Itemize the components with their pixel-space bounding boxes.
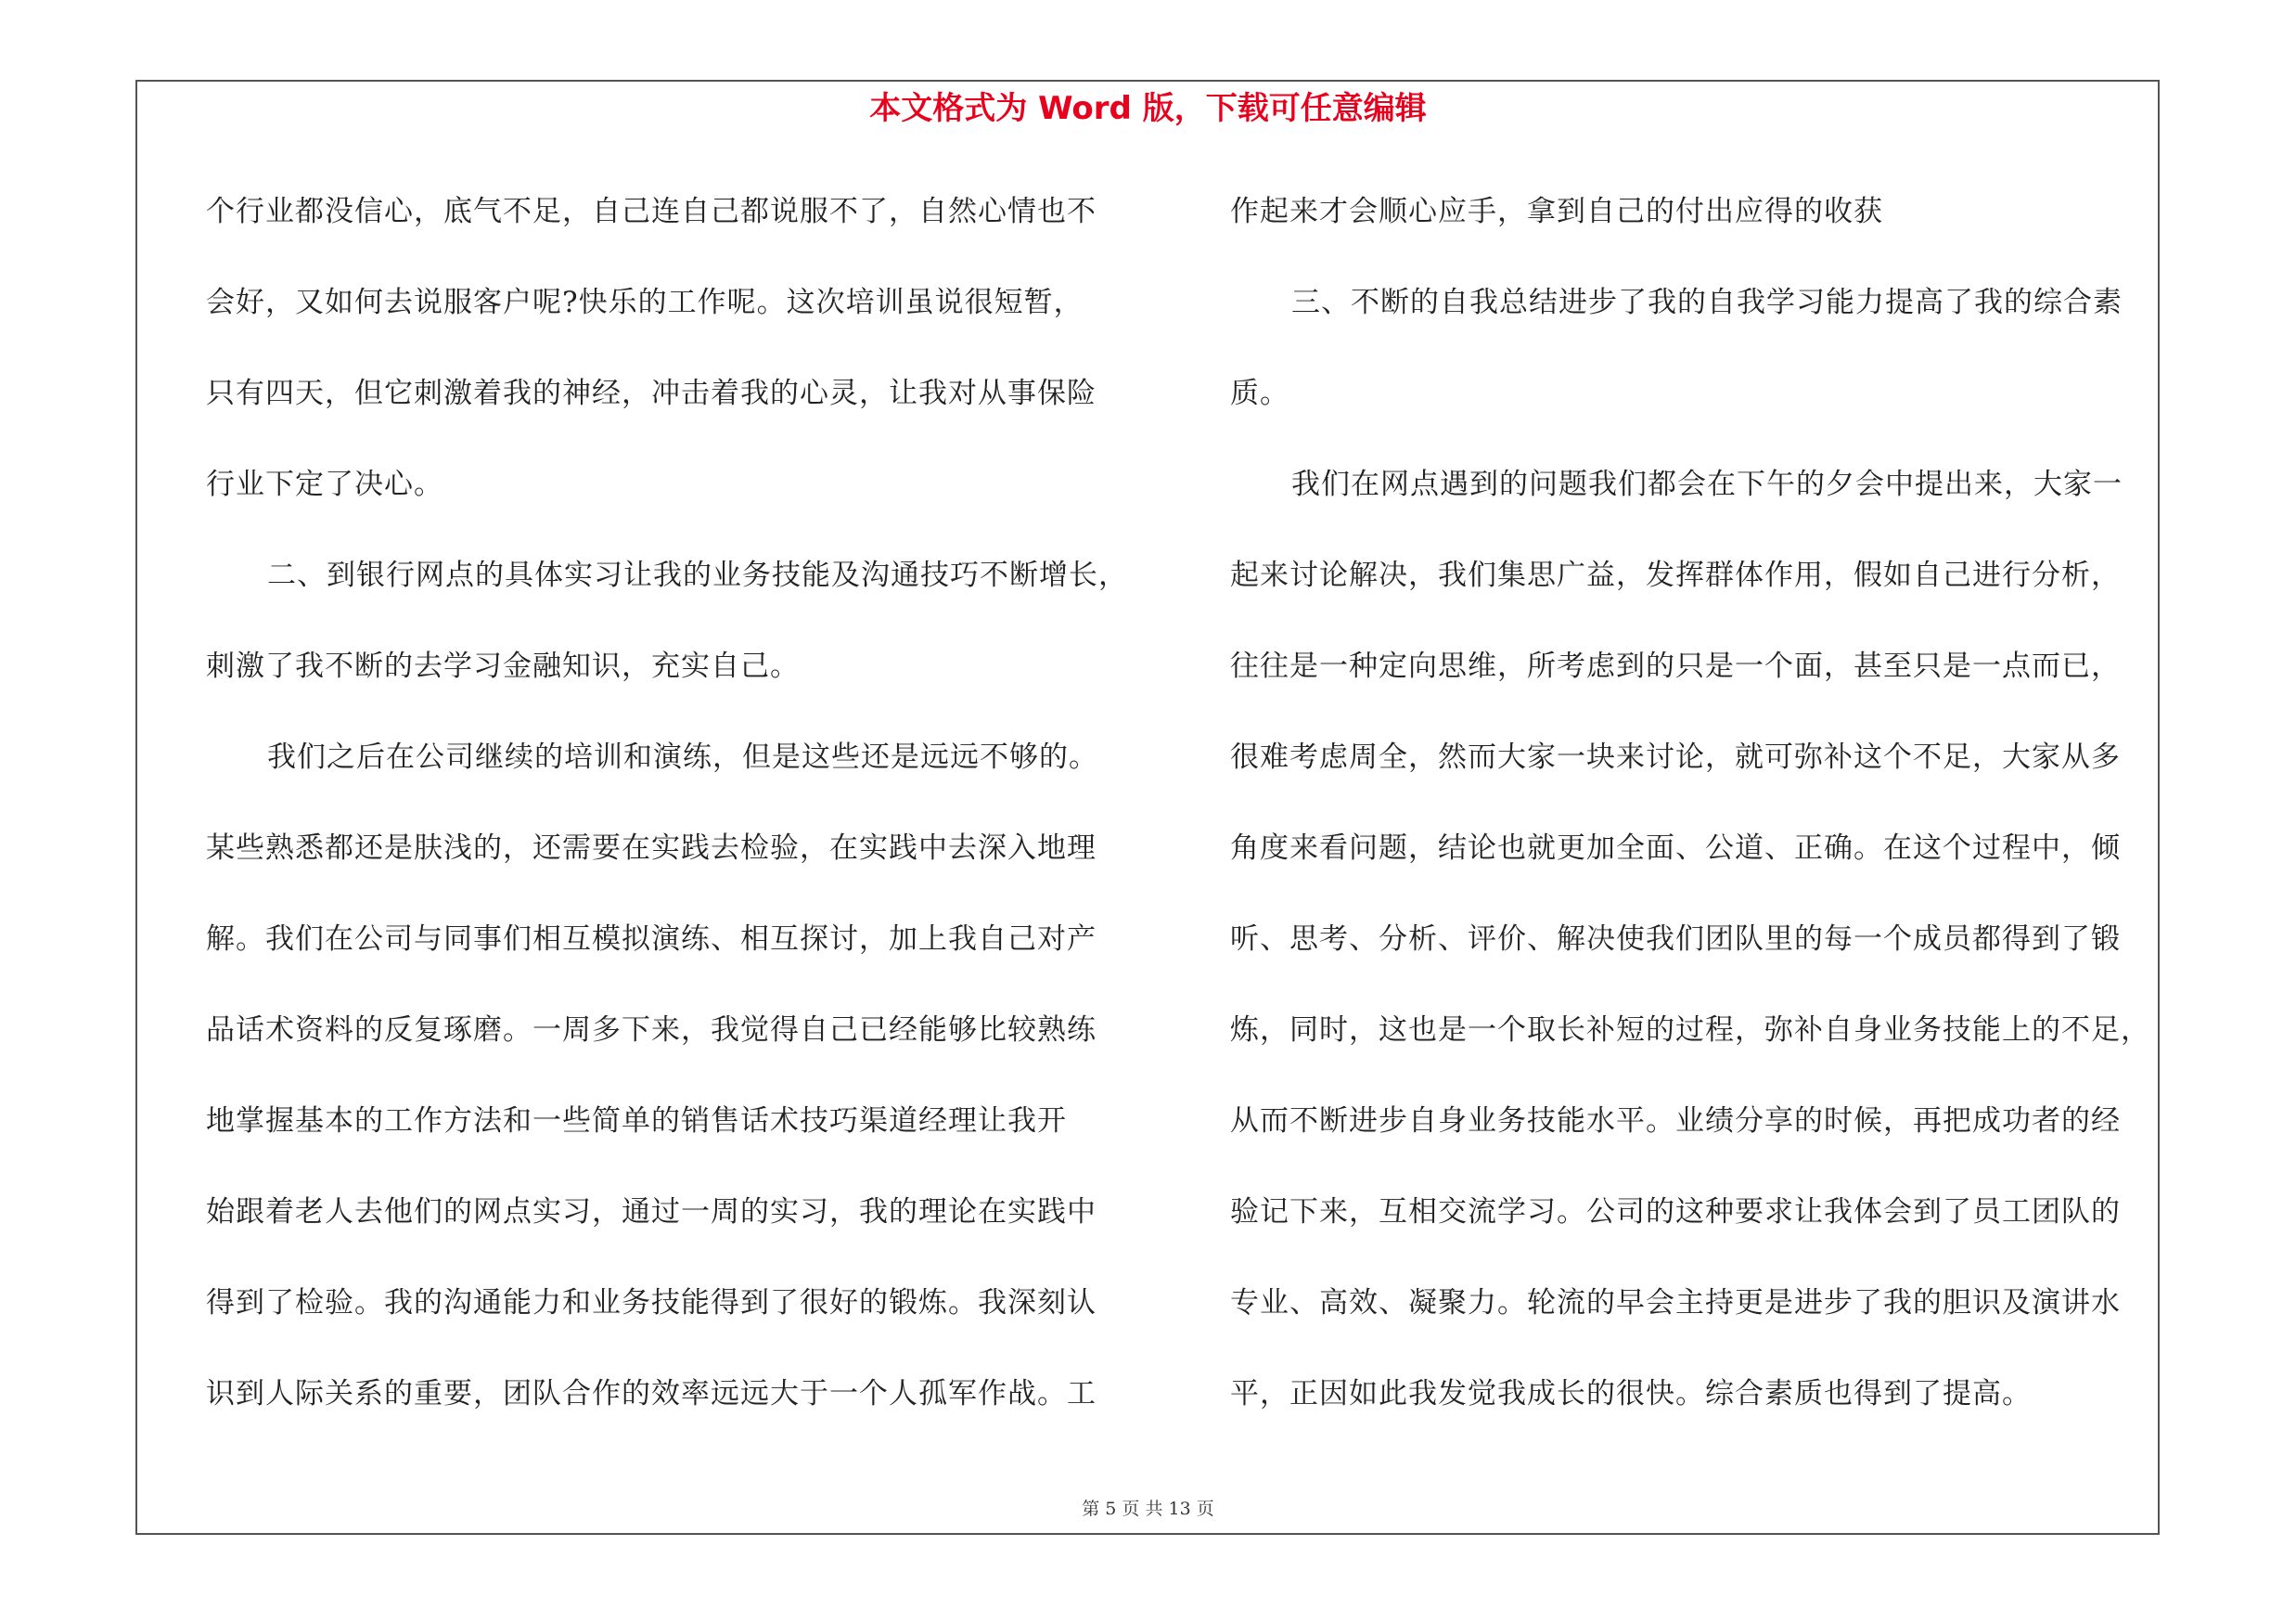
page-number-footer: 第 5 页 共 13 页 [1082,1499,1214,1519]
text-line: 角度来看问题，结论也就更加全面、公道、正确。在这个过程中，倾 [1230,831,2121,865]
text-line: 只有四天，但它刺激着我的神经，冲击着我的心灵，让我对从事保险 [206,377,1097,410]
text-line: 很难考虑周全，然而大家一块来讨论，就可弥补这个不足，大家从多 [1230,741,2121,774]
text-line: 个行业都没信心，底气不足，自己连自己都说服不了，自然心情也不 [206,195,1097,228]
text-line: 质。 [1230,377,1289,410]
right-text-column [1230,184,2163,1457]
text-line: 炼，同时，这也是一个取长补短的过程，弥补自身业务技能上的不足， [1230,1013,2150,1047]
text-line: 三、不断的自我总结进步了我的自我学习能力提高了我的综合素 [1291,286,2123,319]
text-line: 作起来才会顺心应手，拿到自己的付出应得的收获 [1230,195,1883,228]
text-line: 得到了检验。我的沟通能力和业务技能得到了很好的锻炼。我深刻认 [206,1286,1097,1320]
text-line: 往往是一种定向思维，所考虑到的只是一个面，甚至只是一点而已， [1230,650,2121,683]
text-line: 会好，又如何去说服客户呢?快乐的工作呢。这次培训虽说很短暂， [206,286,1084,319]
text-line: 解。我们在公司与同事们相互模拟演练、相互探讨，加上我自己对产 [206,922,1097,956]
text-line: 验记下来，互相交流学习。公司的这种要求让我体会到了员工团队的 [1230,1195,2121,1229]
text-line: 我们在网点遇到的问题我们都会在下午的夕会中提出来，大家一 [1291,468,2123,501]
text-line: 地掌握基本的工作方法和一些简单的销售话术技巧渠道经理让我开 [206,1104,1067,1138]
text-line: 某些熟悉都还是肤浅的，还需要在实践去检验，在实践中去深入地理 [206,831,1097,865]
text-line: 起来讨论解决，我们集思广益，发挥群体作用，假如自己进行分析， [1230,559,2121,592]
text-line: 我们之后在公司继续的培训和演练，但是这些还是远远不够的。 [267,741,1098,774]
text-line: 刺激了我不断的去学习金融知识，充实自己。 [206,650,800,683]
text-line: 平，正因如此我发觉我成长的很快。综合素质也得到了提高。 [1230,1377,2032,1410]
text-line: 行业下定了决心。 [206,468,443,501]
text-line: 始跟着老人去他们的网点实习，通过一周的实习，我的理论在实践中 [206,1195,1097,1229]
format-banner: 本文格式为 Word 版，下载可任意编辑 [869,90,1427,127]
left-text-column [206,184,1161,1457]
text-line: 品话术资料的反复琢磨。一周多下来，我觉得自己已经能够比较熟练 [206,1013,1097,1047]
text-line: 从而不断进步自身业务技能水平。业绩分享的时候，再把成功者的经 [1230,1104,2121,1138]
text-line: 听、思考、分析、评价、解决使我们团队里的每一个成员都得到了锻 [1230,922,2121,956]
text-line: 识到人际关系的重要，团队合作的效率远远大于一个人孤军作战。工 [206,1377,1097,1410]
text-line: 二、到银行网点的具体实习让我的业务技能及沟通技巧不断增长， [267,559,1128,592]
text-line: 专业、高效、凝聚力。轮流的早会主持更是进步了我的胆识及演讲水 [1230,1286,2121,1320]
